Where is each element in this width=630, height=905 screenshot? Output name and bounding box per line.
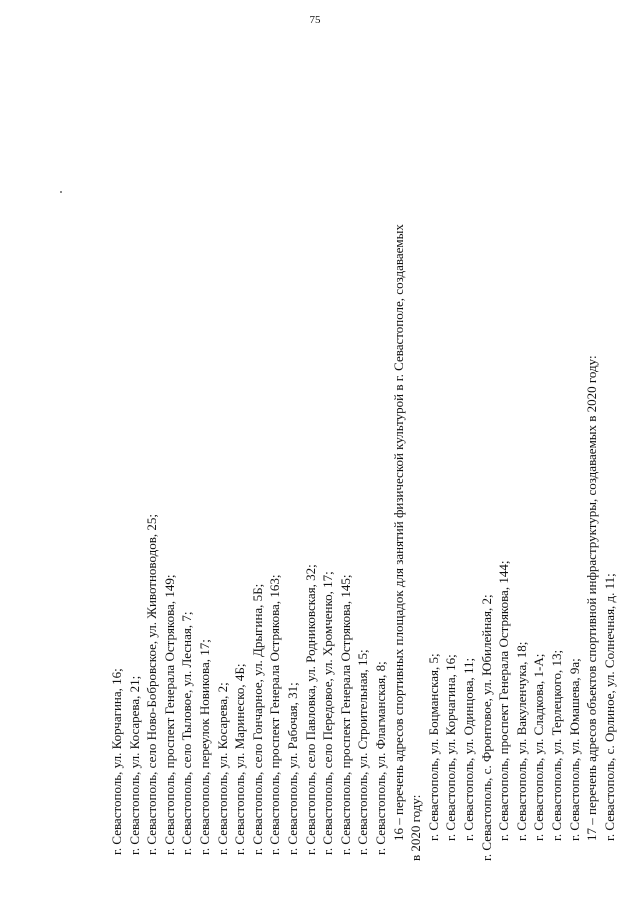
list-item: г. Севастополь, с. Фронтовое, ул. Юбилейная, 2;	[478, 594, 494, 861]
list-item: г. Севастополь, ул. Флагманская, 8;	[373, 661, 388, 855]
list-item: г. Севастополь, ул. Юмашева, 9а;	[566, 658, 582, 841]
list-item: г. Севастополь, село Тыловое, ул. Лесная, 7;	[179, 611, 195, 855]
list-item: г. Севастополь, проспект Генерала Острякова, 144;	[496, 560, 512, 841]
list-item: г. Севастополь, ул. Терлецкого, 13;	[549, 649, 564, 841]
list-item: г. Севастополь, ул. Рабочая, 31;	[285, 682, 300, 855]
scan-speck	[60, 191, 62, 193]
list-item: г. Севастополь, ул. Одинцова, 11;	[461, 657, 476, 841]
list-item: г. Севастополь, ул. Корчагина, 16;	[443, 654, 459, 841]
list-item: г. Севастополь, ул. Корчагина, 16;	[109, 668, 124, 855]
list-item: г. Севастополь, село Гончарное, ул. Дрыгина, 5Б;	[249, 583, 265, 855]
list-item: г. Севастополь, проспект Генерала Острякова, 163;	[267, 574, 283, 855]
list-item: г. Севастополь, село Ново-Бобровское, ул. Животноводов, 25;	[144, 514, 160, 855]
list-item: в 2020 году:	[408, 794, 424, 861]
list-item: г. Севастополь, ул. Косарева, 21;	[126, 675, 142, 855]
list-item: г. Севастополь, переулок Новикова, 17;	[197, 639, 212, 855]
list-item: г. Севастополь, село Передовое, ул. Хромченко, 17;	[320, 571, 336, 855]
list-item: г. Севастополь, ул. Сладкова, 1-А;	[531, 653, 547, 841]
list-item: г. Севастополь, село Павловка, ул. Родниковская, 32;	[302, 564, 318, 855]
list-item: г. Севастополь, ул. Косарева, 2;	[214, 682, 230, 855]
list-item: г. Севастополь, с. Орлиное, ул. Солнечная, д. 11;	[601, 573, 617, 841]
list-heading: 16 – перечень адресов спортивных площадок для занятий физической культурой в г. Севастополе, создаваемых	[390, 224, 406, 841]
list-heading: 17 – перечень адресов объектов спортивной инфраструктуры, создаваемых в 2020 году:	[584, 355, 600, 841]
list-item: г. Севастополь, ул. Вакуленчука, 18;	[513, 641, 529, 841]
list-item: г. Севастополь, проспект Генерала Острякова, 145;	[337, 574, 353, 855]
list-item: г. Севастополь, ул. Маринеско, 4Б;	[232, 663, 248, 855]
list-item: г. Севастополь, ул. Строительная, 15;	[355, 649, 371, 855]
list-item: г. Севастополь, проспект Генерала Острякова, 149;	[161, 574, 177, 855]
list-item: г. Севастополь, ул. Боцманская, 5;	[425, 653, 441, 841]
page-number: 75	[309, 14, 321, 26]
rotated-text-block	[108, 55, 628, 861]
